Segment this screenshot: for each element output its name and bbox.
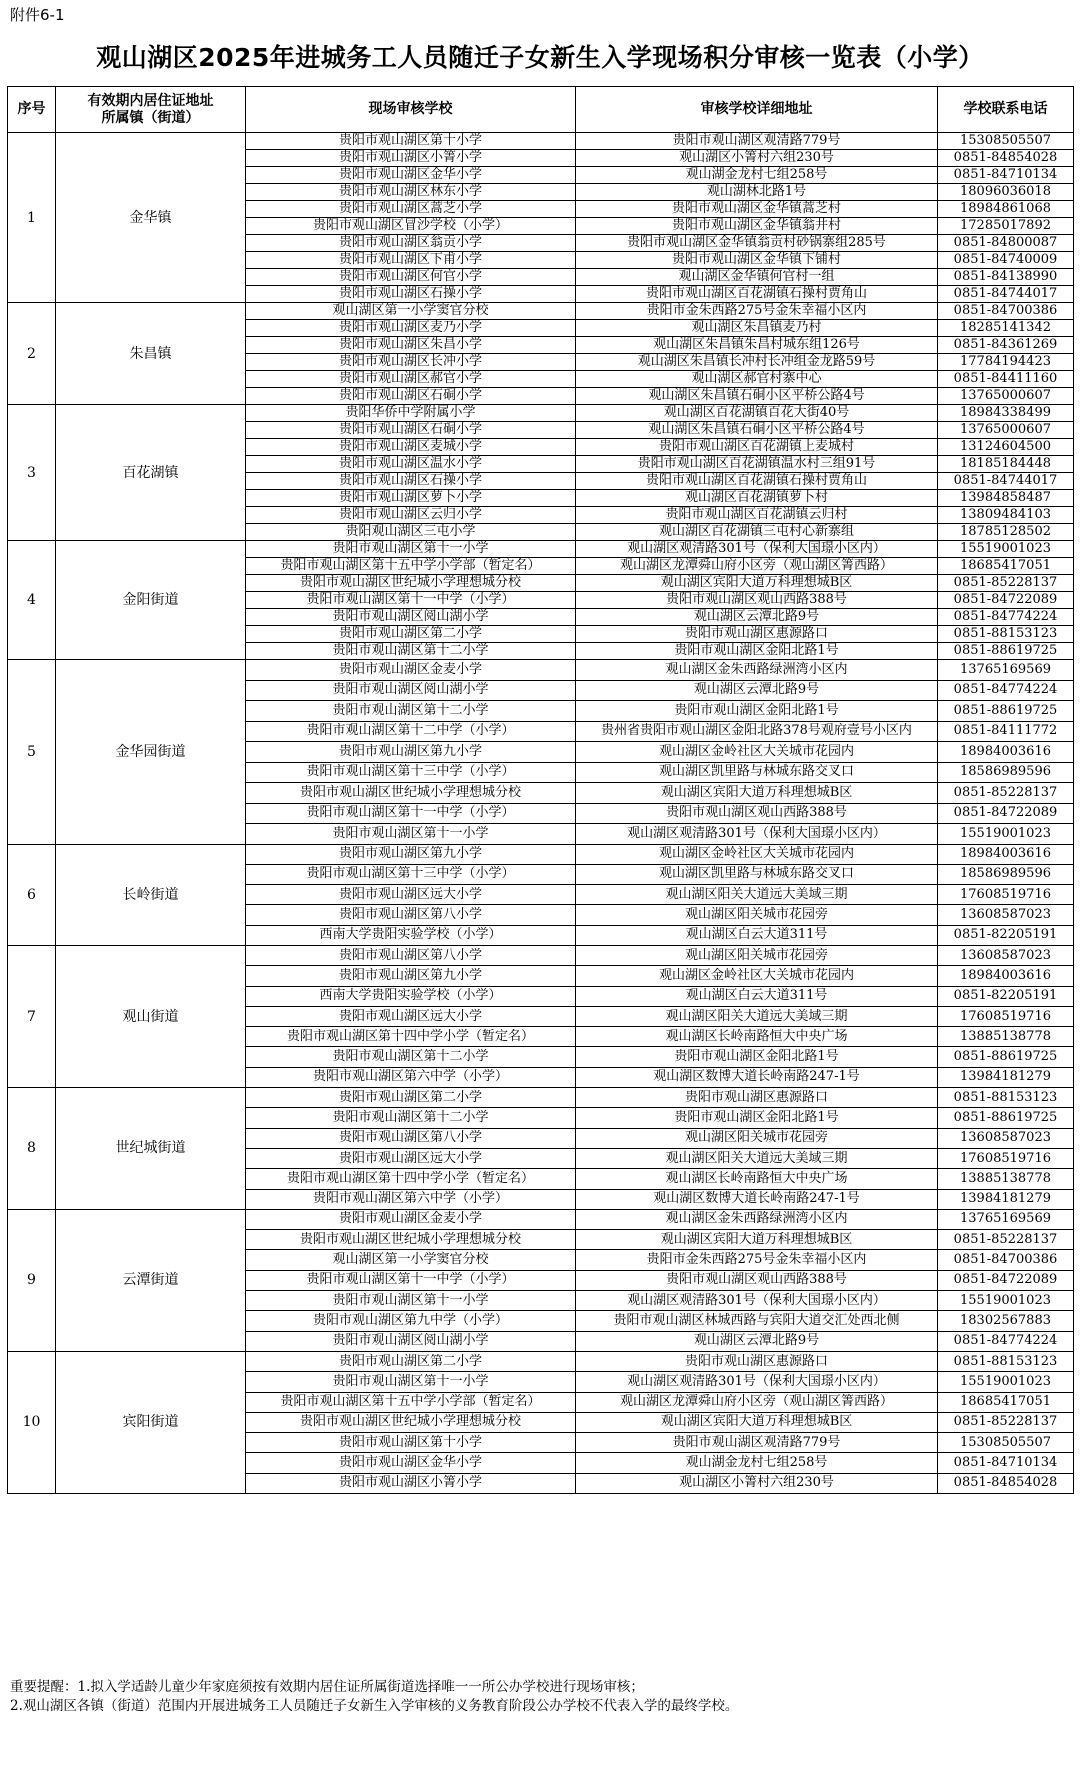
address-cell: 观山湖金龙村七组258号 [576, 167, 938, 184]
address-cell: 观山湖区小箐村六组230号 [576, 150, 938, 167]
school-cell: 西南大学贵阳实验学校（小学） [246, 986, 576, 1006]
phone-cell: 0851-84744017 [938, 286, 1074, 303]
school-cell: 贵阳市观山湖区第六中学（小学） [246, 1189, 576, 1209]
phone-cell: 0851-84774224 [938, 680, 1074, 701]
school-cell: 西南大学贵阳实验学校（小学） [246, 925, 576, 945]
phone-cell: 15519001023 [938, 1291, 1074, 1311]
address-cell: 观山湖区宾阳大道万科理想城B区 [576, 575, 938, 592]
phone-cell: 15519001023 [938, 1372, 1074, 1392]
address-cell: 贵州省贵阳市观山湖区金阳北路378号观府壹号小区内 [576, 721, 938, 742]
school-cell: 贵阳市观山湖区小箐小学 [246, 1473, 576, 1493]
table-row [8, 945, 1074, 965]
school-cell: 贵阳市观山湖区第二小学 [246, 1088, 576, 1108]
school-cell: 贵阳市观山湖区第八小学 [246, 1128, 576, 1148]
phone-cell: 13608587023 [938, 1128, 1074, 1148]
school-cell: 贵阳市观山湖区第十四中学小学（暂定名） [246, 1169, 576, 1189]
phone-cell: 15519001023 [938, 824, 1074, 845]
address-cell: 贵阳市观山湖区百花湖镇云归村 [576, 507, 938, 524]
school-cell: 贵阳市观山湖区世纪城小学理想城分校 [246, 575, 576, 592]
table-row [8, 541, 1074, 558]
group-town: 宾阳街道 [56, 1351, 246, 1493]
address-cell: 观山湖区凯里路与林城东路交叉口 [576, 864, 938, 884]
school-cell: 贵阳市观山湖区冒沙学校（小学） [246, 218, 576, 235]
school-cell: 贵阳市观山湖区石硐小学 [246, 422, 576, 439]
note-line-1: 重要提醒：1.拟入学适龄儿童少年家庭须按有效期内居住证所属街道选择唯一一所公办学校进行现场审核； [10, 1679, 644, 1695]
address-cell: 贵阳市观山湖区林城西路与宾阳大道交汇处西北侧 [576, 1311, 938, 1331]
phone-cell: 13765169569 [938, 1209, 1074, 1229]
group-seq: 6 [8, 844, 56, 945]
phone-cell: 0851-88619725 [938, 1108, 1074, 1128]
group-town: 世纪城街道 [56, 1088, 246, 1210]
school-cell: 贵阳市观山湖区第九小学 [246, 742, 576, 763]
address-cell: 观山湖区阳关城市花园旁 [576, 945, 938, 965]
table-row [8, 1088, 1074, 1108]
phone-cell: 18984003616 [938, 742, 1074, 763]
address-cell: 观山湖区观清路301号（保利大国璟小区内） [576, 824, 938, 845]
address-cell: 观山湖区白云大道311号 [576, 986, 938, 1006]
address-cell: 观山湖区龙潭舜山府小区旁（观山湖区箐西路） [576, 558, 938, 575]
phone-cell: 18185184448 [938, 456, 1074, 473]
phone-cell: 0851-88619725 [938, 1047, 1074, 1067]
address-cell: 观山湖区金岭社区大关城市花园内 [576, 844, 938, 864]
group-seq: 10 [8, 1351, 56, 1493]
address-cell: 贵阳市金朱西路275号金朱幸福小区内 [576, 1250, 938, 1270]
address-cell: 观山湖区云潭北路9号 [576, 609, 938, 626]
school-cell: 贵阳市观山湖区远大小学 [246, 885, 576, 905]
school-cell: 贵阳市观山湖区第九小学 [246, 844, 576, 864]
address-cell: 观山湖区阳关城市花园旁 [576, 905, 938, 925]
school-cell: 贵阳市观山湖区第十二小学 [246, 1047, 576, 1067]
address-cell: 观山湖区龙潭舜山府小区旁（观山湖区箐西路） [576, 1392, 938, 1412]
phone-cell: 13608587023 [938, 905, 1074, 925]
school-cell: 贵阳市观山湖区第十三中学（小学） [246, 762, 576, 783]
address-cell: 观山湖区朱昌镇石硐小区平桥公路4号 [576, 388, 938, 405]
address-cell: 观山湖林北路1号 [576, 184, 938, 201]
group-seq: 8 [8, 1088, 56, 1210]
phone-cell: 18285141342 [938, 320, 1074, 337]
table-header-row [8, 87, 1074, 133]
school-cell: 贵阳市观山湖区世纪城小学理想城分校 [246, 783, 576, 804]
school-cell: 贵阳华侨中学附属小学 [246, 405, 576, 422]
address-cell: 贵阳市观山湖区百花湖镇石操村贾角山 [576, 473, 938, 490]
school-cell: 贵阳市观山湖区第十一中学（小学） [246, 592, 576, 609]
address-cell: 贵阳市观山湖区观清路779号 [576, 1433, 938, 1453]
school-cell: 贵阳市观山湖区第十一小学 [246, 824, 576, 845]
address-cell: 观山湖区长岭南路恒大中央广场 [576, 1027, 938, 1047]
school-cell: 贵阳市观山湖区远大小学 [246, 1148, 576, 1168]
phone-cell: 0851-84700386 [938, 303, 1074, 320]
phone-cell: 0851-84774224 [938, 609, 1074, 626]
group-seq: 3 [8, 405, 56, 541]
table-body [8, 133, 1074, 1494]
phone-cell: 0851-82205191 [938, 925, 1074, 945]
school-cell: 贵阳市观山湖区石操小学 [246, 286, 576, 303]
address-cell: 观山湖区观清路301号（保利大国璟小区内） [576, 541, 938, 558]
school-cell: 贵阳市观山湖区第二小学 [246, 1351, 576, 1371]
phone-cell: 0851-88619725 [938, 643, 1074, 660]
address-cell: 观山湖区观清路301号（保利大国璟小区内） [576, 1291, 938, 1311]
phone-cell: 18785128502 [938, 524, 1074, 541]
school-cell: 贵阳市观山湖区第九中学（小学） [246, 1311, 576, 1331]
school-cell: 贵阳市观山湖区麦城小学 [246, 439, 576, 456]
address-cell: 观山湖区小箐村六组230号 [576, 1473, 938, 1493]
header-school: 现场审核学校 [246, 87, 576, 133]
school-cell: 贵阳市观山湖区翁贡小学 [246, 235, 576, 252]
address-cell: 观山湖区宾阳大道万科理想城B区 [576, 783, 938, 804]
school-cell: 贵阳市观山湖区金华小学 [246, 167, 576, 184]
address-cell: 观山湖区金朱西路绿洲湾小区内 [576, 660, 938, 681]
address-cell: 观山湖区百花湖镇萝卜村 [576, 490, 938, 507]
school-cell: 贵阳市观山湖区第十二小学 [246, 701, 576, 722]
phone-cell: 13124604500 [938, 439, 1074, 456]
address-cell: 观山湖区阳关城市花园旁 [576, 1128, 938, 1148]
group-seq: 1 [8, 133, 56, 303]
phone-cell: 0851-88153123 [938, 626, 1074, 643]
phone-cell: 0851-88153123 [938, 1351, 1074, 1371]
group-town: 金华园街道 [56, 660, 246, 845]
phone-cell: 17608519716 [938, 1006, 1074, 1026]
school-cell: 贵阳市观山湖区第十一中学（小学） [246, 1270, 576, 1290]
phone-cell: 15308505507 [938, 1433, 1074, 1453]
header-town-line1: 有效期内居住证地址 [87, 92, 214, 109]
header-address: 审核学校详细地址 [576, 87, 938, 133]
notes [10, 1678, 738, 1716]
phone-cell: 0851-84138990 [938, 269, 1074, 286]
address-cell: 观山湖区宾阳大道万科理想城B区 [576, 1230, 938, 1250]
phone-cell: 18984861068 [938, 201, 1074, 218]
phone-cell: 0851-84411160 [938, 371, 1074, 388]
address-cell: 贵阳市观山湖区金阳北路1号 [576, 701, 938, 722]
page-title: 观山湖区2025年进城务工人员随迁子女新生入学现场积分审核一览表（小学） [96, 43, 984, 72]
phone-cell: 0851-84710134 [938, 167, 1074, 184]
phone-cell: 0851-84361269 [938, 337, 1074, 354]
school-cell: 贵阳市观山湖区萝卜小学 [246, 490, 576, 507]
phone-cell: 13608587023 [938, 945, 1074, 965]
phone-cell: 0851-84111772 [938, 721, 1074, 742]
school-cell: 贵阳市观山湖区第二小学 [246, 626, 576, 643]
header-phone: 学校联系电话 [938, 87, 1074, 133]
school-cell: 贵阳市观山湖区朱昌小学 [246, 337, 576, 354]
address-cell: 观山湖区百花湖镇三屯村心新寨组 [576, 524, 938, 541]
phone-cell: 13765000607 [938, 422, 1074, 439]
school-cell: 贵阳市观山湖区小箐小学 [246, 150, 576, 167]
phone-cell: 15308505507 [938, 133, 1074, 150]
address-cell: 贵阳市观山湖区观山西路388号 [576, 803, 938, 824]
phone-cell: 0851-85228137 [938, 1230, 1074, 1250]
address-cell: 观山湖区数博大道长岭南路247-1号 [576, 1067, 938, 1087]
table-row [8, 133, 1074, 150]
address-cell: 观山湖区阳关大道远大美域三期 [576, 1148, 938, 1168]
address-cell: 观山湖区宾阳大道万科理想城B区 [576, 1412, 938, 1432]
address-cell: 贵阳市观山湖区观山西路388号 [576, 1270, 938, 1290]
attachment-label: 附件6-1 [10, 6, 65, 24]
phone-cell: 0851-84744017 [938, 473, 1074, 490]
phone-cell: 18685417051 [938, 558, 1074, 575]
header-town-line2: 所属镇（街道） [101, 109, 200, 126]
address-cell: 观山湖区长岭南路恒大中央广场 [576, 1169, 938, 1189]
phone-cell: 0851-84854028 [938, 150, 1074, 167]
school-cell: 贵阳市观山湖区麦乃小学 [246, 320, 576, 337]
school-cell: 贵阳市观山湖区第十一中学（小学） [246, 803, 576, 824]
phone-cell: 0851-88153123 [938, 1088, 1074, 1108]
address-cell: 观山湖区朱昌镇朱昌村城东组126号 [576, 337, 938, 354]
school-cell: 贵阳市观山湖区第十小学 [246, 1433, 576, 1453]
school-cell: 贵阳市观山湖区第十五中学小学部（暂定名） [246, 1392, 576, 1412]
school-cell: 观山湖区第一小学窦官分校 [246, 303, 576, 320]
phone-cell: 15519001023 [938, 541, 1074, 558]
review-table [7, 86, 1074, 1494]
address-cell: 观山湖区云潭北路9号 [576, 680, 938, 701]
review-table-container [7, 86, 1073, 1494]
school-cell: 贵阳市观山湖区世纪城小学理想城分校 [246, 1412, 576, 1432]
address-cell: 贵阳市观山湖区金阳北路1号 [576, 1047, 938, 1067]
school-cell: 贵阳市观山湖区何官小学 [246, 269, 576, 286]
group-town: 朱昌镇 [56, 303, 246, 405]
address-cell: 观山湖区金朱西路绿洲湾小区内 [576, 1209, 938, 1229]
phone-cell: 0851-84722089 [938, 1270, 1074, 1290]
group-seq: 5 [8, 660, 56, 845]
phone-cell: 13765169569 [938, 660, 1074, 681]
group-town: 金阳街道 [56, 541, 246, 660]
school-cell: 贵阳市观山湖区第九小学 [246, 966, 576, 986]
school-cell: 贵阳观山湖区三屯小学 [246, 524, 576, 541]
phone-cell: 18586989596 [938, 864, 1074, 884]
phone-cell: 17285017892 [938, 218, 1074, 235]
phone-cell: 0851-84722089 [938, 803, 1074, 824]
phone-cell: 18096036018 [938, 184, 1074, 201]
school-cell: 贵阳市观山湖区第十一小学 [246, 1372, 576, 1392]
school-cell: 贵阳市观山湖区下甫小学 [246, 252, 576, 269]
address-cell: 贵阳市观山湖区金华镇翁井村 [576, 218, 938, 235]
school-cell: 贵阳市观山湖区林东小学 [246, 184, 576, 201]
phone-cell: 0851-84854028 [938, 1473, 1074, 1493]
school-cell: 贵阳市观山湖区第十五中学小学部（暂定名） [246, 558, 576, 575]
phone-cell: 17608519716 [938, 885, 1074, 905]
address-cell: 贵阳市观山湖区惠源路口 [576, 626, 938, 643]
phone-cell: 17784194423 [938, 354, 1074, 371]
phone-cell: 13984181279 [938, 1067, 1074, 1087]
address-cell: 贵阳市观山湖区金华镇下铺村 [576, 252, 938, 269]
school-cell: 贵阳市观山湖区第十三中学（小学） [246, 864, 576, 884]
group-seq: 2 [8, 303, 56, 405]
phone-cell: 18984003616 [938, 966, 1074, 986]
address-cell: 贵阳市金朱西路275号金朱幸福小区内 [576, 303, 938, 320]
school-cell: 贵阳市观山湖区郝官小学 [246, 371, 576, 388]
address-cell: 观山湖区朱昌镇石硐小区平桥公路4号 [576, 422, 938, 439]
address-cell: 贵阳市观山湖区金阳北路1号 [576, 1108, 938, 1128]
address-cell: 观山湖区凯里路与林城东路交叉口 [576, 762, 938, 783]
address-cell: 贵阳市观山湖区惠源路口 [576, 1088, 938, 1108]
phone-cell: 17608519716 [938, 1148, 1074, 1168]
address-cell: 贵阳市观山湖区百花湖镇石操村贾角山 [576, 286, 938, 303]
table-row [8, 303, 1074, 320]
phone-cell: 0851-82205191 [938, 986, 1074, 1006]
school-cell: 贵阳市观山湖区第六中学（小学） [246, 1067, 576, 1087]
phone-cell: 13885138778 [938, 1169, 1074, 1189]
phone-cell: 0851-85228137 [938, 1412, 1074, 1432]
group-town: 百花湖镇 [56, 405, 246, 541]
school-cell: 贵阳市观山湖区第八小学 [246, 905, 576, 925]
address-cell: 观山湖金龙村七组258号 [576, 1453, 938, 1473]
address-cell: 贵阳市观山湖区百花湖镇温水村三组91号 [576, 456, 938, 473]
phone-cell: 18984003616 [938, 844, 1074, 864]
phone-cell: 0851-85228137 [938, 783, 1074, 804]
phone-cell: 13809484103 [938, 507, 1074, 524]
group-town: 云潭街道 [56, 1209, 246, 1351]
group-town: 观山街道 [56, 945, 246, 1087]
address-cell: 观山湖区云潭北路9号 [576, 1331, 938, 1351]
group-town: 金华镇 [56, 133, 246, 303]
school-cell: 贵阳市观山湖区蒿芝小学 [246, 201, 576, 218]
note-line-2: 2.观山湖区各镇（街道）范围内开展进城务工人员随迁子女新生入学审核的义务教育阶段公办学校不代表入学的最终学校。 [10, 1698, 739, 1714]
school-cell: 贵阳市观山湖区第十二小学 [246, 1108, 576, 1128]
phone-cell: 18302567883 [938, 1311, 1074, 1331]
school-cell: 贵阳市观山湖区第十四中学小学（暂定名） [246, 1027, 576, 1047]
address-cell: 观山湖区阳关大道远大美域三期 [576, 885, 938, 905]
phone-cell: 0851-84800087 [938, 235, 1074, 252]
address-cell: 贵阳市观山湖区观清路779号 [576, 133, 938, 150]
school-cell: 观山湖区第一小学窦官分校 [246, 1250, 576, 1270]
address-cell: 观山湖区金岭社区大关城市花园内 [576, 742, 938, 763]
school-cell: 贵阳市观山湖区第十二中学（小学） [246, 721, 576, 742]
group-seq: 9 [8, 1209, 56, 1351]
school-cell: 贵阳市观山湖区金麦小学 [246, 1209, 576, 1229]
phone-cell: 13885138778 [938, 1027, 1074, 1047]
school-cell: 贵阳市观山湖区第十一小学 [246, 1291, 576, 1311]
phone-cell: 0851-88619725 [938, 701, 1074, 722]
group-seq: 7 [8, 945, 56, 1087]
school-cell: 贵阳市观山湖区阅山湖小学 [246, 609, 576, 626]
address-cell: 观山湖区朱昌镇长冲村长冲组金龙路59号 [576, 354, 938, 371]
address-cell: 贵阳市观山湖区百花湖镇上麦城村 [576, 439, 938, 456]
table-row [8, 660, 1074, 681]
school-cell: 贵阳市观山湖区第八小学 [246, 945, 576, 965]
school-cell: 贵阳市观山湖区温水小学 [246, 456, 576, 473]
address-cell: 贵阳市观山湖区金阳北路1号 [576, 643, 938, 660]
school-cell: 贵阳市观山湖区石硐小学 [246, 388, 576, 405]
school-cell: 贵阳市观山湖区云归小学 [246, 507, 576, 524]
table-row [8, 844, 1074, 864]
school-cell: 贵阳市观山湖区第十一小学 [246, 541, 576, 558]
table-row [8, 405, 1074, 422]
address-cell: 观山湖区朱昌镇麦乃村 [576, 320, 938, 337]
address-cell: 观山湖区金岭社区大关城市花园内 [576, 966, 938, 986]
school-cell: 贵阳市观山湖区金华小学 [246, 1453, 576, 1473]
header-seq: 序号 [8, 87, 56, 133]
school-cell: 贵阳市观山湖区世纪城小学理想城分校 [246, 1230, 576, 1250]
school-cell: 贵阳市观山湖区阅山湖小学 [246, 1331, 576, 1351]
address-cell: 观山湖区金华镇何官村一组 [576, 269, 938, 286]
phone-cell: 13765000607 [938, 388, 1074, 405]
address-cell: 观山湖区白云大道311号 [576, 925, 938, 945]
school-cell: 贵阳市观山湖区金麦小学 [246, 660, 576, 681]
phone-cell: 0851-84722089 [938, 592, 1074, 609]
phone-cell: 0851-85228137 [938, 575, 1074, 592]
address-cell: 观山湖区阳关大道远大美域三期 [576, 1006, 938, 1026]
school-cell: 贵阳市观山湖区远大小学 [246, 1006, 576, 1026]
phone-cell: 13984858487 [938, 490, 1074, 507]
phone-cell: 0851-84740009 [938, 252, 1074, 269]
group-seq: 4 [8, 541, 56, 660]
school-cell: 贵阳市观山湖区长冲小学 [246, 354, 576, 371]
phone-cell: 18984338499 [938, 405, 1074, 422]
phone-cell: 18685417051 [938, 1392, 1074, 1412]
phone-cell: 18586989596 [938, 762, 1074, 783]
phone-cell: 0851-84710134 [938, 1453, 1074, 1473]
phone-cell: 13984181279 [938, 1189, 1074, 1209]
table-row [8, 1351, 1074, 1371]
school-cell: 贵阳市观山湖区第十二小学 [246, 643, 576, 660]
school-cell: 贵阳市观山湖区石操小学 [246, 473, 576, 490]
address-cell: 观山湖区数博大道长岭南路247-1号 [576, 1189, 938, 1209]
address-cell: 贵阳市观山湖区惠源路口 [576, 1351, 938, 1371]
address-cell: 观山湖区观清路301号（保利大国璟小区内） [576, 1372, 938, 1392]
address-cell: 贵阳市观山湖区金华镇翁贡村砂锅寨组285号 [576, 235, 938, 252]
header-town [56, 87, 246, 133]
phone-cell: 0851-84774224 [938, 1331, 1074, 1351]
address-cell: 观山湖区百花湖镇百花大街40号 [576, 405, 938, 422]
phone-cell: 0851-84700386 [938, 1250, 1074, 1270]
group-town: 长岭街道 [56, 844, 246, 945]
school-cell: 贵阳市观山湖区阅山湖小学 [246, 680, 576, 701]
address-cell: 贵阳市观山湖区金华镇蒿芝村 [576, 201, 938, 218]
table-row [8, 1209, 1074, 1229]
school-cell: 贵阳市观山湖区第十小学 [246, 133, 576, 150]
address-cell: 观山湖区郝官村寨中心 [576, 371, 938, 388]
address-cell: 贵阳市观山湖区观山西路388号 [576, 592, 938, 609]
